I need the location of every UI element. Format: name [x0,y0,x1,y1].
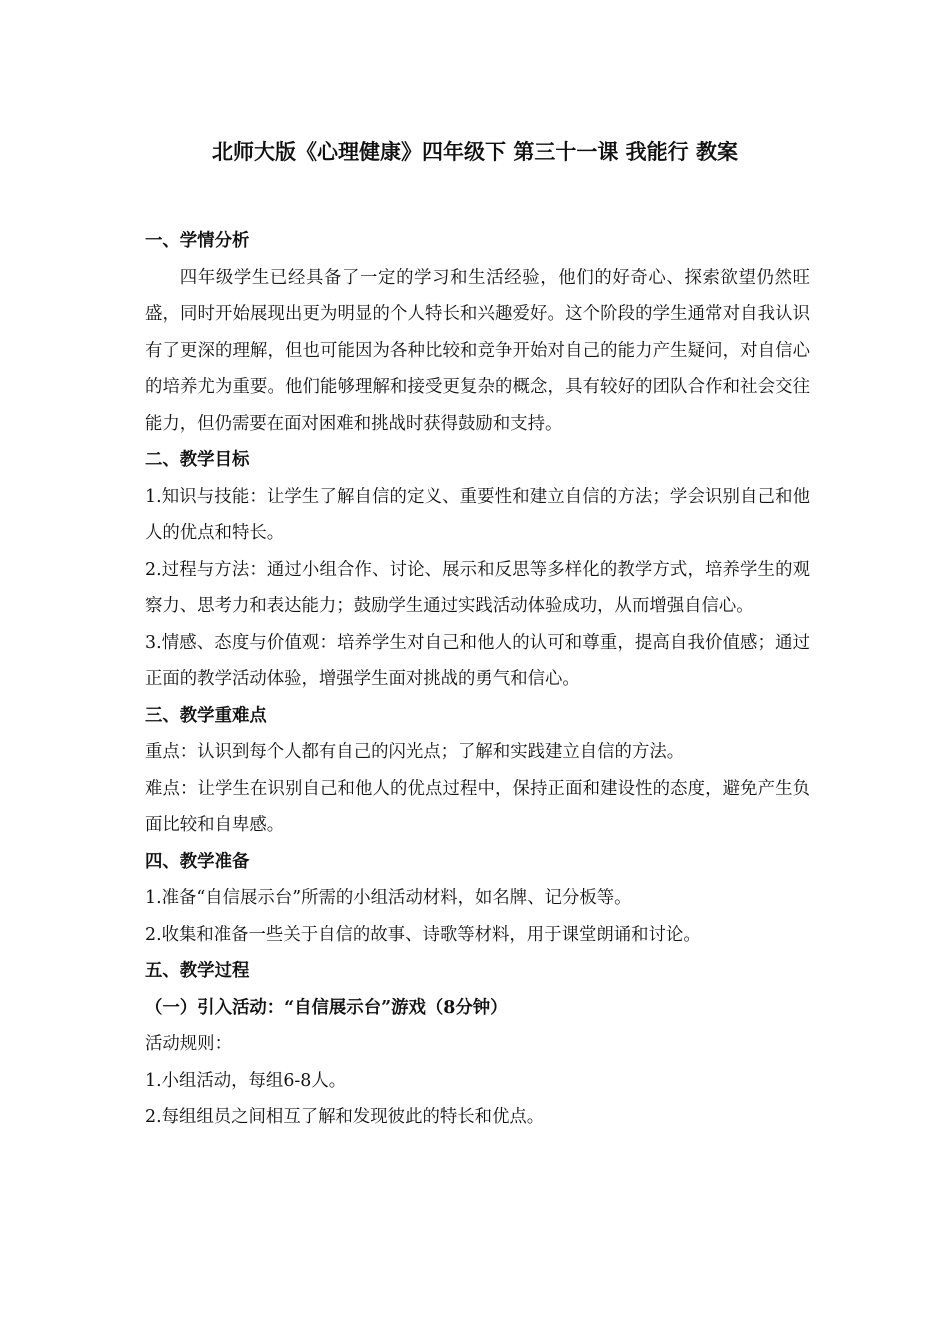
teaching-goal-item: 2.过程与方法：通过小组合作、讨论、展示和反思等多样化的教学方式，培养学生的观察力、思考力和表达能力；鼓励学生通过实践活动体验成功，从而增强自信心。 [145,559,810,616]
preparation-item: 2.收集和准备一些关于自信的故事、诗歌等材料，用于课堂朗诵和讨论。 [145,924,701,945]
section-heading-teaching-preparation: 四、教学准备 [145,851,250,872]
section-heading-learner-analysis: 一、学情分析 [145,231,250,251]
activity-rule-item: 1.小组活动，每组6-8人。 [145,1070,347,1091]
teaching-goal-item: 3.情感、态度与价值观：培养学生对自己和他人的认可和尊重，提高自我价值感；通过正面的教学活动体验，增强学生面对挑战的勇气和信心。 [145,632,810,689]
activity-rule-item: 2.每组组员之间相互了解和发现彼此的特长和优点。 [145,1107,545,1127]
section-heading-teaching-process: 五、教学过程 [145,961,250,981]
learner-analysis-paragraph: 四年级学生已经具备了一定的学习和生活经验，他们的好奇心、探索欲望仍然旺盛，同时开始展现出更为明显的个人特长和兴趣爱好。这个阶段的学生通常对自我认识有了更深的理解，但也可能因为各种比较和竞争开始对自己的能力产生疑问，对自信心的培养尤为重要。他们能够理解和接受更复杂的概念，具有较好的团队合作和社会交往能力，但仍需要在面对困难和挑战时获得鼓励和支持。 [145,267,810,434]
section-heading-key-difficult-points: 三、教学重难点 [145,705,267,726]
key-point: 重点：认识到每个人都有自己的闪光点；了解和实践建立自信的方法。 [145,742,685,762]
document-body [145,223,810,1136]
activity-rules-label: 活动规则： [145,1034,232,1054]
teaching-goal-item: 1.知识与技能：让学生了解自信的定义、重要性和建立自信的方法；学会识别自己和他人的优点和特长。 [145,486,810,543]
subsection-heading-intro-activity: （一）引入活动：“自信展示台”游戏（8分钟） [145,997,508,1018]
document-title: 北师大版《心理健康》四年级下 第三十一课 我能行 教案 [212,139,738,164]
difficult-point: 难点：让学生在识别自己和他人的优点过程中，保持正面和建设性的态度，避免产生负面比较和自卑感。 [145,778,810,835]
section-heading-teaching-goals: 二、教学目标 [145,450,250,470]
preparation-item: 1.准备“自信展示台”所需的小组活动材料，如名牌、记分板等。 [145,888,632,908]
